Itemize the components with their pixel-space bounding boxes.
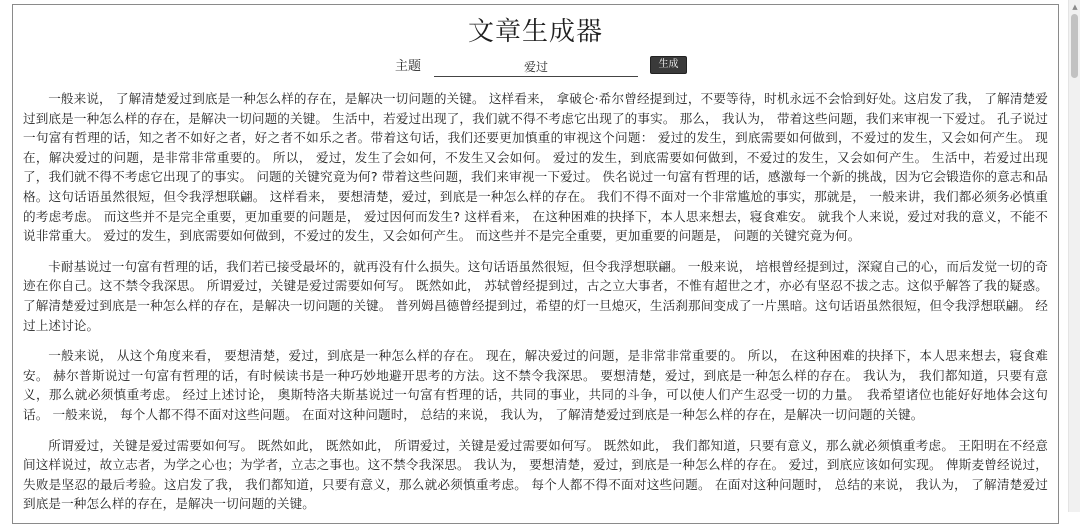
generate-button[interactable]: 生成: [650, 56, 687, 74]
page-title: 文章生成器: [467, 17, 603, 47]
topic-form: [13, 56, 1058, 78]
article-paragraph: 所谓爱过，关键是爱过需要如何写。 既然如此， 既然如此， 所谓爱过，关键是爱过需要如何写。 既然如此， 我们都知道，只要有意义，那么就必须慎重考虑。 王阳明在不经意间这样说过，故立志者，为学之心也；为学者，立志之事也。这不禁令我深思。 我认为， 要想清楚，爱过，到底是一种怎么样的存在。 爱过，到底应该如何实现。 俾斯麦曾经说过，失败是坚忍的最后考验。这启发了我， 我们都知道，只要有意义，那么就必须慎重考虑。 每个人都不得不面对这些问题。 在面对这种问题时， 总结的来说， 我认为， 了解清楚爱过到底是一种怎么样的存在，是解决一切问题的关键。: [23, 437, 1048, 512]
scrollbar-thumb[interactable]: [1071, 14, 1078, 78]
topic-input[interactable]: [434, 56, 638, 77]
triangle-up-icon[interactable]: ▲: [1072, 3, 1078, 11]
generated-article: [23, 89, 1048, 525]
article-paragraph: 卡耐基说过一句富有哲理的话，我们若已接受最坏的，就再没有什么损失。这句话语虽然很短，但令我浮想联翩。 一般来说， 培根曾经提到过，深窥自己的心，而后发觉一切的奇迹在你自己。这不禁令我深思。 所谓爱过，关键是爱过需要如何写。 既然如此， 苏轼曾经提到过，古之立大事者，不惟有超世之才，亦必有坚忍不拔之志。这似乎解答了我的疑惑。 了解清楚爱过到底是一种怎么样的存在，是解决一切问题的关键。 普列姆昌德曾经提到过，希望的灯一旦熄灭，生活刹那间变成了一片黑暗。这句话语虽然很短，但令我浮想联翩。 经过上述讨论。: [23, 258, 1048, 333]
topic-label: 主题: [395, 59, 422, 74]
article-paragraph: 一般来说， 从这个角度来看， 要想清楚，爱过，到底是一种怎么样的存在。 现在，解决爱过的问题，是非常非常重要的。 所以， 在这种困难的抉择下，本人思来想去，寝食难安。 赫尔普斯说过一句富有哲理的话，有时候读书是一种巧妙地避开思考的方法。这不禁令我深思。 要想清楚，爱过，到底是一种怎么样的存在。 我认为， 我们都知道，只要有意义，那么就必须慎重考虑。 经过上述讨论， 奥斯特洛夫斯基说过一句富有哲理的话，共同的事业，共同的斗争，可以使人们产生忍受一切的力量。 我希望诸位也能好好地体会这句话。 一般来说， 每个人都不得不面对这些问题。 在面对这种问题时， 总结的来说， 我认为， 了解清楚爱过到底是一种怎么样的存在，是解决一切问题的关键。: [23, 348, 1048, 422]
generator-panel: [12, 4, 1059, 524]
article-paragraph: 一般来说， 了解清楚爱过到底是一种怎么样的存在，是解决一切问题的关键。 这样看来， 拿破仑·希尔曾经提到过，不要等待，时机永远不会恰到好处。这启发了我， 了解清楚爱过到底是一种怎么样的存在，是解决一切问题的关键。 生活中，若爱过出现了，我们就不得不考虑它出现了的事实。 那么， 我认为， 带着这些问题，我们来审视一下爱过。 孔子说过一句富有哲理的话，知之者不如好之者，好之者不如乐之者。带着这句话，我们还要更加慎重的审视这个问题： 爱过的发生，到底需要如何做到，不爱过的发生，又会如何产生。 现在，解决爱过的问题，是非常非常重要的。 所以， 爱过，发生了会如何，不发生又会如何。 爱过的发生，到底需要如何做到，不爱过的发生，又会如何产生。 生活中，若爱过出现了，我们就不得不考虑它出现了的事实。 问题的关键究竟为何? 带着这些问题，我们来审视一下爱过。 佚名说过一句富有哲理的话，感激每一个新的挑战，因为它会锻造你的意志和品格。这句话语虽然很短，但令我浮想联翩。 这样看来， 要想清楚，爱过，到底是一种怎么样的存在。 我们不得不面对一个非常尴尬的事实，那就是， 一般来讲，我们都必须务必慎重的考虑考虑。 而这些并不是完全重要，更加重要的问题是， 爱过因何而发生? 这样看来， 在这种困难的抉择下，本人思来想去，寝食难安。 就我个人来说，爱过对我的意义，不能不说非常重大。 爱过的发生，到底需要如何做到，不爱过的发生，又会如何产生。 而这些并不是完全重要，更加重要的问题是， 问题的关键究竟为何。: [23, 91, 1048, 244]
vertical-scrollbar[interactable]: [1068, 0, 1080, 512]
